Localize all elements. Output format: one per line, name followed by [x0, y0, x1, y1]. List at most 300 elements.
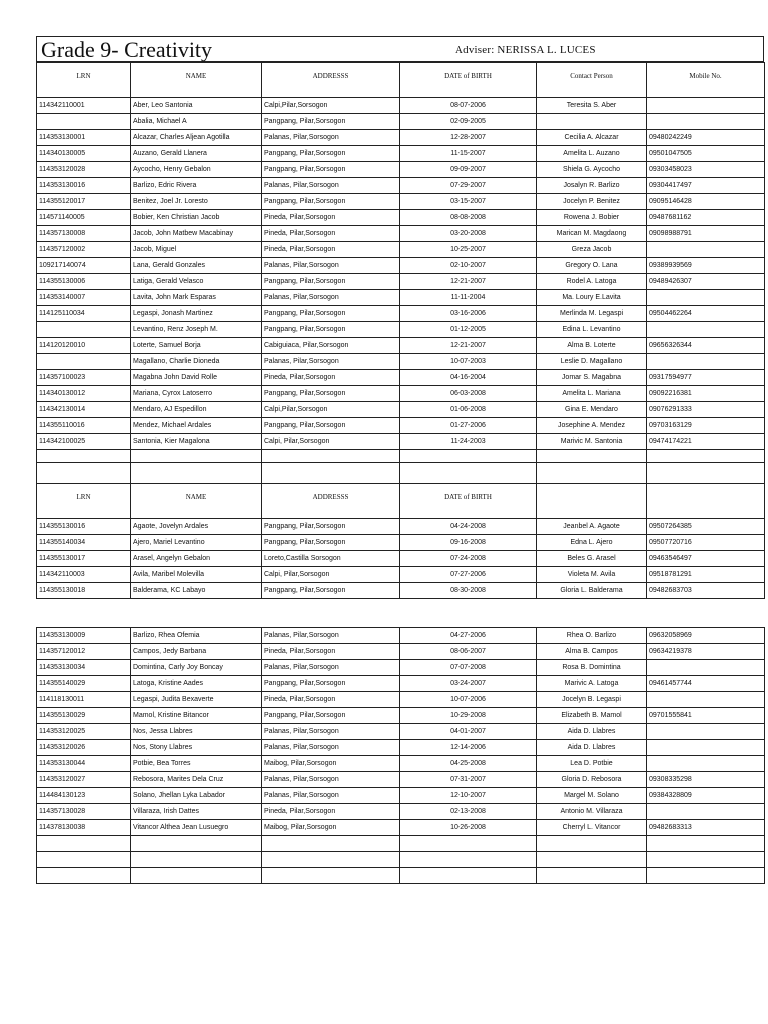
name-cell: Auzano, Gerald Llanera	[131, 146, 262, 162]
address-cell: Pangpang, Pilar,Sorsogon	[262, 322, 400, 338]
lrn-cell: 114353130001	[37, 130, 131, 146]
col-address-2: ADDRESSS	[262, 484, 400, 519]
roster-table-bottom	[36, 627, 764, 884]
dob-cell: 08-08-2008	[400, 210, 537, 226]
mobile-cell: 09095146428	[647, 194, 765, 210]
contact-cell: Aida D. Llabres	[537, 740, 647, 756]
dob-cell: 12-21-2007	[400, 338, 537, 354]
adviser-label: Adviser: NERISSA L. LUCES	[455, 44, 596, 56]
lrn-cell: 114355140029	[37, 676, 131, 692]
table-row	[37, 567, 765, 583]
address-cell: Palanas, Pilar,Sorsogon	[262, 660, 400, 676]
name-cell: Potbie, Bea Torres	[131, 756, 262, 772]
dob-cell: 09-16-2008	[400, 535, 537, 551]
col-dob-2: DATE of BIRTH	[400, 484, 537, 519]
name-cell: Nos, Jessa Llabres	[131, 724, 262, 740]
mobile-cell: 09501047505	[647, 146, 765, 162]
lrn-cell: 114340130005	[37, 146, 131, 162]
dob-cell: 08-07-2006	[400, 98, 537, 114]
table-row	[37, 660, 765, 676]
dob-cell: 01-06-2008	[400, 402, 537, 418]
lrn-cell: 114355130017	[37, 551, 131, 567]
name-cell: Ajero, Mariel Levantino	[131, 535, 262, 551]
address-cell: Pineda, Pilar,Sorsogon	[262, 210, 400, 226]
mobile-cell: 09092216381	[647, 386, 765, 402]
lrn-cell: 114355140034	[37, 535, 131, 551]
lrn-cell: 114353140007	[37, 290, 131, 306]
contact-cell: Rodel A. Latoga	[537, 274, 647, 290]
name-cell: Mendaro, AJ Espedillon	[131, 402, 262, 418]
address-cell: Palanas, Pilar,Sorsogon	[262, 772, 400, 788]
dob-cell: 06-03-2008	[400, 386, 537, 402]
dob-cell: 04-01-2007	[400, 724, 537, 740]
name-cell: Barlizo, Edric Rivera	[131, 178, 262, 194]
contact-cell: Rowena J. Bobier	[537, 210, 647, 226]
dob-cell: 04-25-2008	[400, 756, 537, 772]
mobile-cell	[647, 740, 765, 756]
name-cell: Jacob, John Matbew Macabinay	[131, 226, 262, 242]
address-cell: Calpi, Pilar,Sorsogon	[262, 434, 400, 450]
mobile-cell: 09384328809	[647, 788, 765, 804]
roster-body-3	[37, 628, 765, 836]
table-row	[37, 724, 765, 740]
table-row	[37, 130, 765, 146]
contact-cell	[537, 114, 647, 130]
table-row	[37, 322, 765, 338]
header-row-2	[37, 484, 765, 519]
lrn-cell: 114353130044	[37, 756, 131, 772]
dob-cell: 07-07-2008	[400, 660, 537, 676]
contact-cell: Aida D. Llabres	[537, 724, 647, 740]
lrn-cell: 114353130016	[37, 178, 131, 194]
dob-cell: 03-15-2007	[400, 194, 537, 210]
dob-cell: 02-13-2008	[400, 804, 537, 820]
address-cell: Palanas, Pilar,Sorsogon	[262, 130, 400, 146]
table-row	[37, 258, 765, 274]
mobile-cell	[647, 804, 765, 820]
table-row	[37, 210, 765, 226]
name-cell: Mendez, Michael Ardales	[131, 418, 262, 434]
contact-cell: Violeta M. Avila	[537, 567, 647, 583]
blank-row	[37, 836, 765, 852]
table-row	[37, 740, 765, 756]
name-cell: Aycocho, Henry Gebalon	[131, 162, 262, 178]
mobile-cell: 09634219378	[647, 644, 765, 660]
address-cell: Pineda, Pilar,Sorsogon	[262, 226, 400, 242]
mobile-cell: 09487681162	[647, 210, 765, 226]
table-row	[37, 290, 765, 306]
lrn-cell: 114355130029	[37, 708, 131, 724]
name-cell: Loterte, Samuel Borja	[131, 338, 262, 354]
name-cell: Levantino, Renz Joseph M.	[131, 322, 262, 338]
name-cell: Lana, Gerald Gonzales	[131, 258, 262, 274]
mobile-cell: 09463546497	[647, 551, 765, 567]
contact-cell: Greza Jacob	[537, 242, 647, 258]
trailing-blank-rows	[37, 836, 765, 884]
dob-cell: 04-16-2004	[400, 370, 537, 386]
mobile-cell: 09632058969	[647, 628, 765, 644]
address-cell: Pangpang, Pilar,Sorsogon	[262, 274, 400, 290]
name-cell: Latiga, Gerald Velasco	[131, 274, 262, 290]
contact-cell: Gloria D. Rebosora	[537, 772, 647, 788]
lrn-cell: 114571140005	[37, 210, 131, 226]
mobile-cell	[647, 322, 765, 338]
name-cell: Villaraza, Irish Dattes	[131, 804, 262, 820]
name-cell: Domintina, Carly Joy Boncay	[131, 660, 262, 676]
name-cell: Abalia, Michael A	[131, 114, 262, 130]
mobile-cell	[647, 692, 765, 708]
contact-cell: Alma B. Campos	[537, 644, 647, 660]
blank-row	[37, 852, 765, 868]
dob-cell: 10-26-2008	[400, 820, 537, 836]
address-cell: Palanas, Pilar,Sorsogon	[262, 628, 400, 644]
dob-cell: 12-21-2007	[400, 274, 537, 290]
lrn-cell: 114378130038	[37, 820, 131, 836]
table-row	[37, 354, 765, 370]
name-cell: Vitancor Althea Jean Lusuegro	[131, 820, 262, 836]
contact-cell: Amelita L. Auzano	[537, 146, 647, 162]
contact-cell: Edina L. Levantino	[537, 322, 647, 338]
dob-cell: 03-24-2007	[400, 676, 537, 692]
table-row	[37, 583, 765, 599]
header-row	[37, 63, 765, 98]
lrn-cell: 114120120010	[37, 338, 131, 354]
contact-cell: Margel M. Solano	[537, 788, 647, 804]
lrn-cell: 114342130014	[37, 402, 131, 418]
lrn-cell: 114355120017	[37, 194, 131, 210]
dob-cell: 10-25-2007	[400, 242, 537, 258]
table-row	[37, 434, 765, 450]
table-row	[37, 242, 765, 258]
lrn-cell: 114355130006	[37, 274, 131, 290]
lrn-cell: 114353120027	[37, 772, 131, 788]
address-cell: Pineda, Pilar,Sorsogon	[262, 644, 400, 660]
mobile-cell: 09703163129	[647, 418, 765, 434]
sheet-title: Grade 9- Creativity	[41, 37, 213, 62]
dob-cell: 10-07-2003	[400, 354, 537, 370]
contact-cell: Gloria L. Balderama	[537, 583, 647, 599]
table-row	[37, 551, 765, 567]
mobile-cell	[647, 354, 765, 370]
dob-cell: 12-28-2007	[400, 130, 537, 146]
spacer-rows	[37, 450, 765, 484]
name-cell: Campos, Jedy Barbana	[131, 644, 262, 660]
mobile-cell	[647, 290, 765, 306]
lrn-cell: 114118130011	[37, 692, 131, 708]
address-cell: Pineda, Pilar,Sorsogon	[262, 804, 400, 820]
roster-body-1	[37, 98, 765, 450]
address-cell: Pangpang, Pilar,Sorsogon	[262, 583, 400, 599]
contact-cell: Marivic M. Santonia	[537, 434, 647, 450]
address-cell: Pineda, Pilar,Sorsogon	[262, 370, 400, 386]
col-dob: DATE of BIRTH	[400, 63, 537, 98]
second-header	[37, 484, 765, 519]
dob-cell: 01-27-2006	[400, 418, 537, 434]
lrn-cell: 114357120012	[37, 644, 131, 660]
lrn-cell: 114342100025	[37, 434, 131, 450]
blank-row	[37, 868, 765, 884]
table-row	[37, 386, 765, 402]
table-row	[37, 226, 765, 242]
mobile-cell: 09308335298	[647, 772, 765, 788]
mobile-cell: 09656326344	[647, 338, 765, 354]
col-lrn: LRN	[37, 63, 131, 98]
contact-cell: Elizabeth B. Mamol	[537, 708, 647, 724]
contact-cell: Amelita L. Mariana	[537, 386, 647, 402]
dob-cell: 08-30-2008	[400, 583, 537, 599]
table-row	[37, 338, 765, 354]
lrn-cell: 114353120025	[37, 724, 131, 740]
dob-cell: 11-15-2007	[400, 146, 537, 162]
dob-cell: 02-09-2005	[400, 114, 537, 130]
address-cell: Palanas, Pilar,Sorsogon	[262, 724, 400, 740]
contact-cell: Gina E. Mendaro	[537, 402, 647, 418]
address-cell: Pangpang, Pilar,Sorsogon	[262, 708, 400, 724]
name-cell: Aber, Leo Santonia	[131, 98, 262, 114]
table-row	[37, 402, 765, 418]
name-cell: Alcazar, Charles Aljean Agotilla	[131, 130, 262, 146]
col-lrn-2: LRN	[37, 484, 131, 519]
mobile-cell: 09389939569	[647, 258, 765, 274]
contact-cell: Beles G. Arasel	[537, 551, 647, 567]
name-cell: Balderama, KC Labayo	[131, 583, 262, 599]
mobile-cell	[647, 660, 765, 676]
mobile-cell: 09507264385	[647, 519, 765, 535]
name-cell: Rebosora, Marites Dela Cruz	[131, 772, 262, 788]
mobile-cell: 09303458023	[647, 162, 765, 178]
contact-cell: Alma B. Loterte	[537, 338, 647, 354]
mobile-cell: 09482683313	[647, 820, 765, 836]
dob-cell: 07-24-2008	[400, 551, 537, 567]
lrn-cell: 114353130034	[37, 660, 131, 676]
contact-cell: Josephine A. Mendez	[537, 418, 647, 434]
dob-cell: 11-11-2004	[400, 290, 537, 306]
address-cell: Palanas, Pilar,Sorsogon	[262, 354, 400, 370]
address-cell: Palanas, Pilar,Sorsogon	[262, 788, 400, 804]
contact-cell: Gregory O. Lana	[537, 258, 647, 274]
address-cell: Maibog, Pilar,Sorsogon	[262, 756, 400, 772]
mobile-cell: 09317594977	[647, 370, 765, 386]
name-cell: Santonia, Kier Magalona	[131, 434, 262, 450]
dob-cell: 12-14-2006	[400, 740, 537, 756]
address-cell: Palanas, Pilar,Sorsogon	[262, 178, 400, 194]
mobile-cell: 09482683703	[647, 583, 765, 599]
mobile-cell: 09098988791	[647, 226, 765, 242]
address-cell: Palanas, Pilar,Sorsogon	[262, 290, 400, 306]
table-row	[37, 114, 765, 130]
col-mobile-2	[647, 484, 765, 519]
address-cell: Loreto,Castilla Sorsogon	[262, 551, 400, 567]
name-cell: Legaspi, Jonash Martinez	[131, 306, 262, 322]
title-row	[36, 36, 764, 62]
mobile-cell: 09701555841	[647, 708, 765, 724]
dob-cell: 10-29-2008	[400, 708, 537, 724]
contact-cell: Cherryl L. Vitancor	[537, 820, 647, 836]
mobile-cell: 09474174221	[647, 434, 765, 450]
name-cell: Mariana, Cyrox Latoserro	[131, 386, 262, 402]
name-cell: Agaote, Jovelyn Ardales	[131, 519, 262, 535]
contact-cell: Marivic A. Latoga	[537, 676, 647, 692]
address-cell: Pangpang, Pilar,Sorsogon	[262, 194, 400, 210]
table-row	[37, 306, 765, 322]
dob-cell: 04-27-2006	[400, 628, 537, 644]
table-row	[37, 98, 765, 114]
name-cell: Latoga, Kristine Aades	[131, 676, 262, 692]
address-cell: Palanas, Pilar,Sorsogon	[262, 258, 400, 274]
mobile-cell: 09504462264	[647, 306, 765, 322]
lrn-cell: 114355130016	[37, 519, 131, 535]
lrn-cell: 114357100023	[37, 370, 131, 386]
dob-cell: 11-24-2003	[400, 434, 537, 450]
contact-cell: Ma. Loury E.Lavita	[537, 290, 647, 306]
table-row	[37, 146, 765, 162]
address-cell: Pangpang, Pilar,Sorsogon	[262, 146, 400, 162]
col-contact-2	[537, 484, 647, 519]
address-cell: Calpi, Pilar,Sorsogon	[262, 567, 400, 583]
dob-cell: 12-10-2007	[400, 788, 537, 804]
table-row	[37, 418, 765, 434]
table-row	[37, 820, 765, 836]
name-cell: Lavita, John Mark Esparas	[131, 290, 262, 306]
col-contact: Contact Person	[537, 63, 647, 98]
address-cell: Maibog, Pilar,Sorsogon	[262, 820, 400, 836]
lrn-cell: 109217140074	[37, 258, 131, 274]
mobile-cell: 09461457744	[647, 676, 765, 692]
contact-cell: Leslie D. Magallano	[537, 354, 647, 370]
lrn-cell	[37, 114, 131, 130]
col-name-2: NAME	[131, 484, 262, 519]
name-cell: Mamol, Kristine Bitancor	[131, 708, 262, 724]
dob-cell: 07-27-2006	[400, 567, 537, 583]
address-cell: Pangpang, Pilar,Sorsogon	[262, 114, 400, 130]
col-name: NAME	[131, 63, 262, 98]
contact-cell: Edna L. Ajero	[537, 535, 647, 551]
col-address: ADDRESSS	[262, 63, 400, 98]
contact-cell: Cecilia A. Alcazar	[537, 130, 647, 146]
table-row	[37, 804, 765, 820]
blank-row	[37, 450, 765, 463]
name-cell: Magabna John David Rolle	[131, 370, 262, 386]
table-row	[37, 194, 765, 210]
table-row	[37, 772, 765, 788]
sheet-header	[36, 36, 764, 62]
table-row	[37, 519, 765, 535]
contact-cell: Merlinda M. Legaspi	[537, 306, 647, 322]
lrn-cell: 114353120026	[37, 740, 131, 756]
contact-cell: Jocelyn P. Benitez	[537, 194, 647, 210]
mobile-cell	[647, 242, 765, 258]
dob-cell: 04-24-2008	[400, 519, 537, 535]
address-cell: Pangpang, Pilar,Sorsogon	[262, 535, 400, 551]
contact-cell: Josalyn R. Barlizo	[537, 178, 647, 194]
table-row	[37, 274, 765, 290]
dob-cell: 09-09-2007	[400, 162, 537, 178]
lrn-cell: 114353120028	[37, 162, 131, 178]
mobile-cell: 09480242249	[647, 130, 765, 146]
contact-cell: Rhea O. Barlizo	[537, 628, 647, 644]
contact-cell: Lea D. Potbie	[537, 756, 647, 772]
roster-body-2	[37, 519, 765, 599]
lrn-cell: 114340130012	[37, 386, 131, 402]
mobile-cell: 09489426307	[647, 274, 765, 290]
dob-cell: 07-31-2007	[400, 772, 537, 788]
contact-cell: Teresita S. Aber	[537, 98, 647, 114]
address-cell: Pineda, Pilar,Sorsogon	[262, 242, 400, 258]
roster-table-top	[36, 62, 764, 599]
mobile-cell	[647, 724, 765, 740]
contact-cell: Jocelyn B. Legaspi	[537, 692, 647, 708]
blank-row	[37, 463, 765, 484]
dob-cell: 03-20-2008	[400, 226, 537, 242]
table-row	[37, 178, 765, 194]
dob-cell: 10-07-2006	[400, 692, 537, 708]
contact-cell: Rosa B. Domintina	[537, 660, 647, 676]
address-cell: Pangpang, Pilar,Sorsogon	[262, 162, 400, 178]
table-row	[37, 708, 765, 724]
name-cell: Avila, Maribel Molevilla	[131, 567, 262, 583]
lrn-cell: 114125110034	[37, 306, 131, 322]
table-row	[37, 162, 765, 178]
mobile-cell: 09518781291	[647, 567, 765, 583]
table-row	[37, 370, 765, 386]
table-row	[37, 644, 765, 660]
lrn-cell: 114342110003	[37, 567, 131, 583]
dob-cell: 07-29-2007	[400, 178, 537, 194]
address-cell: Pangpang, Pilar,Sorsogon	[262, 306, 400, 322]
dob-cell: 03-16-2006	[400, 306, 537, 322]
address-cell: Palanas, Pilar,Sorsogon	[262, 740, 400, 756]
lrn-cell: 114353130009	[37, 628, 131, 644]
table-row	[37, 628, 765, 644]
contact-cell: Jomar S. Magabna	[537, 370, 647, 386]
table-row	[37, 756, 765, 772]
mobile-cell	[647, 114, 765, 130]
table-row	[37, 676, 765, 692]
mobile-cell	[647, 98, 765, 114]
lrn-cell: 114342110001	[37, 98, 131, 114]
name-cell: Solano, Jhellan Lyka Labador	[131, 788, 262, 804]
name-cell: Barlizo, Rhea Ofemia	[131, 628, 262, 644]
name-cell: Legaspi, Judita Bexaverte	[131, 692, 262, 708]
lrn-cell: 114484130123	[37, 788, 131, 804]
address-cell: Pineda, Pilar,Sorsogon	[262, 692, 400, 708]
contact-cell: Jeanbel A. Agaote	[537, 519, 647, 535]
address-cell: Cabiguiaca, Pilar,Sorsogon	[262, 338, 400, 354]
address-cell: Pangpang, Pilar,Sorsogon	[262, 418, 400, 434]
name-cell: Arasel, Angelyn Gebalon	[131, 551, 262, 567]
name-cell: Benitez, Joel Jr. Loresto	[131, 194, 262, 210]
address-cell: Calpi,Pilar,Sorsogon	[262, 402, 400, 418]
table-row	[37, 788, 765, 804]
mobile-cell: 09304417497	[647, 178, 765, 194]
dob-cell: 08-06-2007	[400, 644, 537, 660]
mobile-cell: 09076291333	[647, 402, 765, 418]
name-cell: Bobier, Ken Christian Jacob	[131, 210, 262, 226]
address-cell: Calpi,Pilar,Sorsogon	[262, 98, 400, 114]
lrn-cell	[37, 354, 131, 370]
lrn-cell: 114357130028	[37, 804, 131, 820]
dob-cell: 01-12-2005	[400, 322, 537, 338]
lrn-cell: 114357120002	[37, 242, 131, 258]
table-row	[37, 692, 765, 708]
lrn-cell	[37, 322, 131, 338]
lrn-cell: 114357130008	[37, 226, 131, 242]
mobile-cell	[647, 756, 765, 772]
name-cell: Nos, Stony Llabres	[131, 740, 262, 756]
address-cell: Pangpang, Pilar,Sorsogon	[262, 519, 400, 535]
lrn-cell: 114355110016	[37, 418, 131, 434]
contact-cell: Shiela G. Aycocho	[537, 162, 647, 178]
